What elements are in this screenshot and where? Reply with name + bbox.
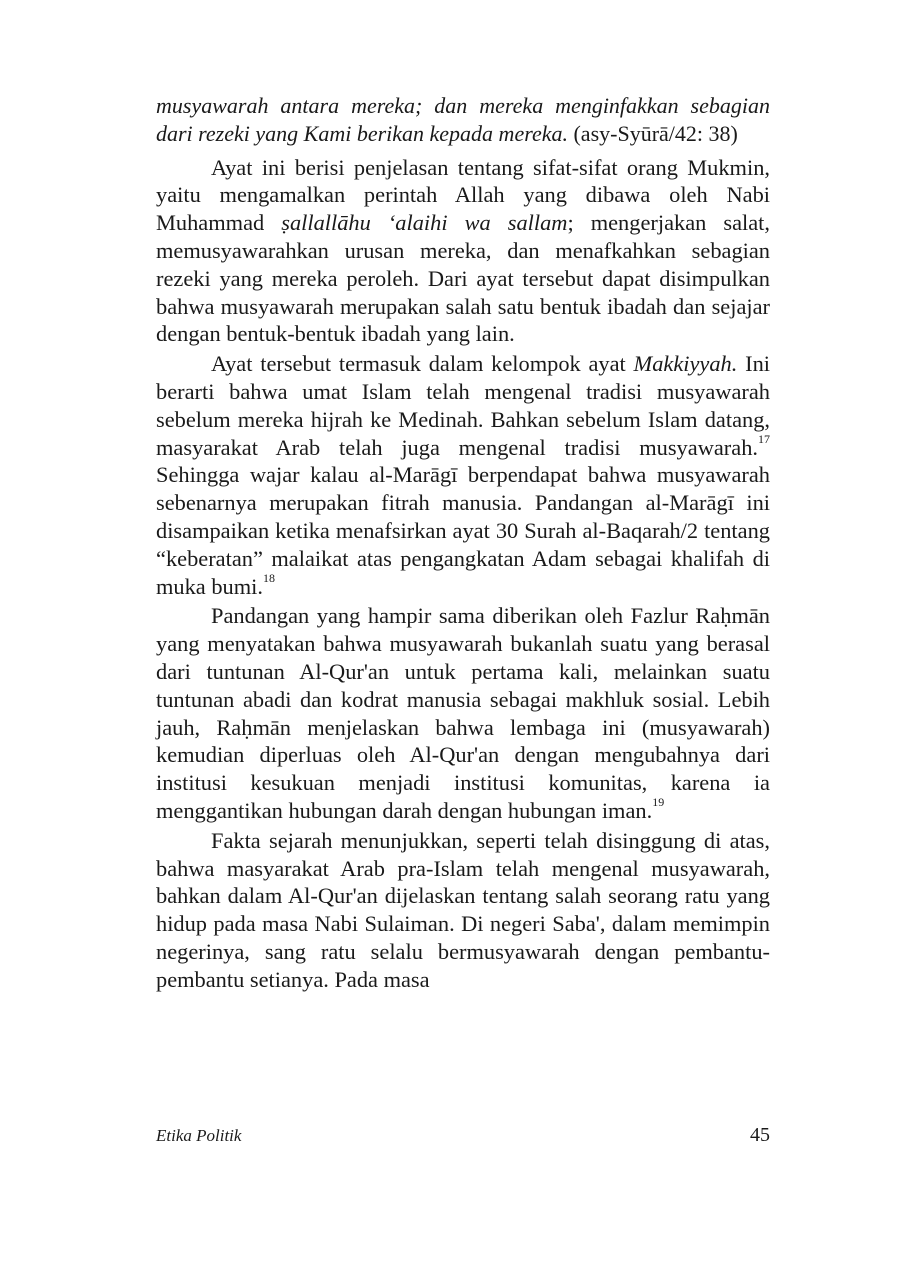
paragraph-4 — [156, 827, 770, 994]
quote-translation: musyawarah antara mereka; dan mereka menginfakkan sebagian dari rezeki yang Kami berikan kepada mereka. — [156, 93, 770, 146]
quote-reference: (asy-Syūrā/42: 38) — [567, 120, 738, 146]
footnote-ref-17[interactable]: 17 — [758, 432, 770, 447]
paragraph-1 — [156, 154, 770, 349]
text-run: Ini berarti bahwa umat Islam telah mengenal tradisi musyawarah sebelum mereka hijrah ke Medinah. Bahkan sebelum Islam datang, masyarakat Arab telah juga mengenal tradisi musyawarah. — [156, 351, 770, 460]
book-title: Etika Politik — [156, 1126, 242, 1145]
text-run: ; mengerjakan salat, memusyawarahkan urusan mereka, dan menafkahkan sebagian rezeki yang mereka peroleh. Dari ayat tersebut dapat disimpulkan bahwa musyawarah merupakan salah satu bentuk ibadah dan sejajar dengan bentuk-bentuk ibadah yang lain. — [156, 210, 770, 347]
quote-continuation — [156, 92, 770, 148]
text-run: Pandangan yang hampir sama diberikan oleh Fazlur Raḥmān yang menyatakan bahwa musyawarah bukanlah suatu yang berasal dari tuntunan Al-Qur'an untuk pertama kali, melainkan suatu tuntunan abadi dan kodrat manusia sebagai makhluk sosial. Lebih jauh, Raḥmān menjelaskan bahwa lembaga ini (musyawarah) kemudian diperluas oleh Al-Qur'an dengan mengubahnya dari institusi kesukuan menjadi institusi komunitas, karena ia menggantikan hubungan darah dengan hubungan iman. — [156, 603, 770, 823]
italic-run: ṣallallāhu ‘alaihi wa sallam — [281, 210, 568, 236]
italic-run: Makkiyyah. — [633, 351, 738, 377]
body-text — [156, 92, 770, 994]
page-footer — [156, 1124, 770, 1147]
paragraph-3 — [156, 602, 770, 824]
text-run: Fakta sejarah menunjukkan, seperti telah disinggung di atas, bahwa masyarakat Arab pra-Islam telah mengenal musyawarah, bahkan dalam Al-Qur'an dijelaskan tentang salah seorang ratu yang hidup pada masa Nabi Sulaiman. Di negeri Saba', dalam memimpin negerinya, sang ratu selalu bermusyawarah dengan pembantu-pembantu setianya. Pada masa — [156, 827, 770, 992]
page-number: 45 — [750, 1124, 770, 1146]
paragraph-2 — [156, 350, 770, 600]
text-run: Sehingga wajar kalau al-Marāgī berpendapat bahwa musyawarah sebenarnya merupakan fitrah manusia. Pandangan al-Marāgī ini disampaikan ketika menafsirkan ayat 30 Surah al-Baqarah/2 tentang “keberatan” malaikat atas pengangkatan Adam sebagai khalifah di muka bumi. — [156, 462, 770, 599]
footnote-ref-19[interactable]: 19 — [652, 795, 665, 810]
footnote-ref-18[interactable]: 18 — [262, 571, 275, 586]
text-run: Ayat tersebut termasuk dalam kelompok ayat — [211, 351, 634, 377]
text-run: Ayat ini berisi penjelasan tentang sifat-sifat orang Mukmin, yaitu mengamalkan perintah Allah yang dibawa oleh Nabi Muhammad — [156, 154, 770, 236]
